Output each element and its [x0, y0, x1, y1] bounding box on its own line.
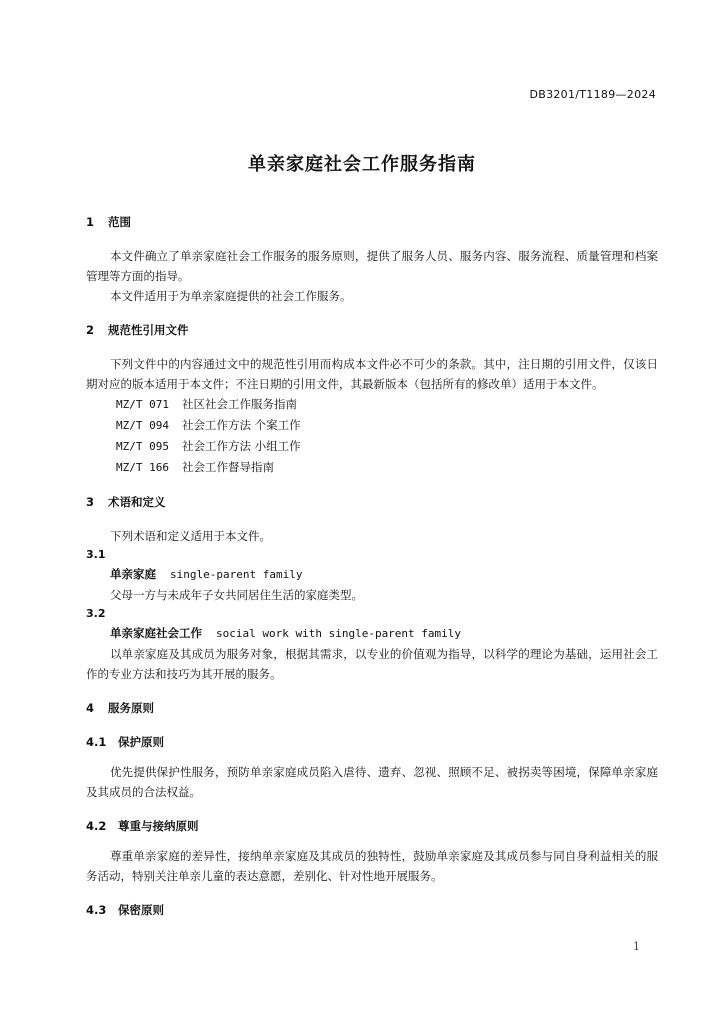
term-number: 3.1	[86, 548, 106, 561]
document-title: 单亲家庭社会工作服务指南	[248, 154, 476, 175]
reference-code: MZ/T 166	[116, 461, 169, 474]
reference-code: MZ/T 095	[116, 440, 169, 453]
term-chinese: 单亲家庭社会工作	[110, 626, 202, 640]
subsection-number: 4.2	[86, 819, 107, 833]
subsection-number: 4.1	[86, 735, 107, 749]
subsection-number: 4.3	[86, 903, 107, 917]
paragraph: 优先提供保护性服务，预防单亲家庭成员陷入虐待、遗弃、忽视、照顾不足、被拐卖等困境，保障单亲家庭及其成员的合法权益。	[86, 765, 658, 799]
paragraph: 本文件确立了单亲家庭社会工作服务的服务原则，提供了服务人员、服务内容、服务流程、质量管理和档案管理等方面的指导。	[86, 249, 658, 283]
section-normative-references	[86, 320, 658, 478]
reference-item	[86, 457, 658, 478]
term-definition: 父母一方与未成年子女共同居住生活的家庭类型。	[110, 588, 363, 602]
document-body	[86, 212, 658, 930]
reference-item	[86, 394, 658, 415]
reference-list	[86, 394, 658, 478]
term-entry	[86, 623, 658, 644]
section-title: 范围	[108, 215, 131, 229]
reference-code: MZ/T 094	[116, 419, 169, 432]
reference-item	[86, 436, 658, 457]
term-definition: 以单亲家庭及其成员为服务对象，根据其需求，以专业的价值观为指导，以科学的理论为基础，运用社会工作的专业方法和技巧为其开展的服务。	[86, 647, 658, 681]
section-scope	[86, 212, 658, 306]
paragraph: 本文件适用于为单亲家庭提供的社会工作服务。	[110, 289, 352, 303]
term-number: 3.2	[86, 607, 106, 620]
paragraph: 下列术语和定义适用于本文件。	[110, 529, 271, 543]
subsection-heading	[86, 900, 658, 920]
section-title: 术语和定义	[108, 495, 166, 509]
reference-name: 社会工作方法 小组工作	[182, 439, 301, 453]
section-heading	[86, 212, 658, 232]
section-title: 规范性引用文件	[108, 323, 189, 337]
subsection-title: 保护原则	[118, 735, 164, 749]
term-chinese: 单亲家庭	[110, 567, 156, 581]
term-entry	[86, 564, 658, 585]
section-number: 1	[86, 215, 95, 229]
section-title: 服务原则	[108, 701, 154, 715]
term-english: single-parent family	[170, 568, 303, 581]
subsection-heading	[86, 732, 658, 752]
page-number: 1	[633, 940, 640, 953]
section-number: 2	[86, 323, 95, 337]
term-english: social work with single-parent family	[216, 627, 462, 640]
paragraph: 下列文件中的内容通过文中的规范性引用而构成本文件必不可少的条款。其中，注日期的引用文件，仅该日期对应的版本适用于本文件；不注日期的引用文件，其最新版本（包括所有的修改单）适用于本文件。	[86, 357, 658, 391]
section-heading	[86, 492, 658, 512]
subsection-heading	[86, 816, 658, 836]
section-number: 4	[86, 701, 95, 715]
section-number: 3	[86, 495, 95, 509]
subsection-title: 保密原则	[118, 903, 164, 917]
reference-name: 社会工作方法 个案工作	[182, 418, 301, 432]
section-terms	[86, 492, 658, 684]
paragraph: 尊重单亲家庭的差异性，接纳单亲家庭及其成员的独特性，鼓励单亲家庭及其成员参与同自身利益相关的服务活动，特别关注单亲儿童的表达意愿，差别化、针对性地开展服务。	[86, 849, 658, 883]
reference-name: 社会工作督导指南	[182, 460, 274, 474]
subsection-title: 尊重与接纳原则	[118, 819, 199, 833]
reference-name: 社区社会工作服务指南	[182, 397, 297, 411]
section-service-principles	[86, 698, 658, 920]
document-code: DB3201/T1189—2024	[529, 88, 656, 101]
reference-item	[86, 415, 658, 436]
section-heading	[86, 698, 658, 718]
reference-code: MZ/T 071	[116, 398, 169, 411]
section-heading	[86, 320, 658, 340]
